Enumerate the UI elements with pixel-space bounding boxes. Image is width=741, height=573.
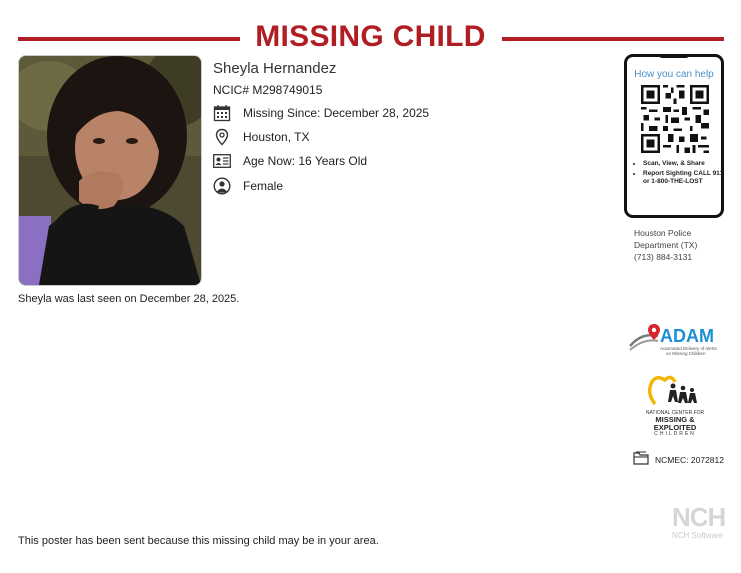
missing-since-row xyxy=(213,103,429,123)
location-row xyxy=(213,127,309,147)
nch-watermark xyxy=(672,503,732,543)
folder-icon xyxy=(633,451,649,470)
agency-name-line1: Houston Police xyxy=(634,228,692,238)
child-photo xyxy=(18,55,202,286)
agency-contact xyxy=(634,227,697,263)
adam-tagline-1: Automated Delivery of Alerts xyxy=(660,346,717,351)
calendar-icon xyxy=(213,104,231,122)
missing-since-text: Missing Since: December 28, 2025 xyxy=(243,106,430,120)
ncmec-line1: NATIONAL CENTER FOR xyxy=(645,410,705,416)
help-item-scan: • Scan, View, & Share xyxy=(643,160,731,169)
person-icon xyxy=(213,177,231,195)
adam-logo xyxy=(628,322,720,362)
ncmec-line3: EXPLOITED xyxy=(653,422,697,432)
phone-notch xyxy=(659,54,689,58)
nch-logo: NCH xyxy=(672,502,726,532)
location-text: Houston, TX xyxy=(243,130,310,144)
ncmec-line4: CHILDREN xyxy=(654,431,696,437)
age-text: Age Now: 16 Years Old xyxy=(243,154,368,168)
nch-watermark-text: NCH Software xyxy=(672,531,724,540)
sex-text: Female xyxy=(243,179,284,193)
id-card-icon xyxy=(213,152,231,170)
last-seen-description: Sheyla was last seen on December 28, 2025. xyxy=(18,293,240,305)
ncmec-logo-text xyxy=(645,410,705,437)
help-item-report: • Report Sighting CALL 911 or 1-800-THE-LOST xyxy=(643,170,731,187)
adam-logo-text: ADAM xyxy=(660,326,714,346)
ncmec-id: NCMEC: 2072812 xyxy=(655,455,724,465)
adam-tagline-2: on Missing Children xyxy=(666,351,706,356)
child-name: Sheyla Hernandez xyxy=(213,60,337,77)
age-row xyxy=(213,151,367,171)
ncic-number: NCIC# M298749015 xyxy=(213,83,323,97)
agency-phone[interactable]: (713) 884-3131 xyxy=(634,252,693,262)
help-heading: How you can help xyxy=(634,69,714,80)
ncmec-line2: MISSING & xyxy=(655,415,695,424)
footer-notice: This poster has been sent because this missing child may be in your area. xyxy=(18,535,379,547)
ncmec-id-row xyxy=(633,451,724,469)
sex-row xyxy=(213,176,283,196)
poster-title: MISSING CHILD xyxy=(255,20,486,53)
location-pin-icon xyxy=(213,128,231,146)
qr-code[interactable] xyxy=(641,85,709,153)
help-list xyxy=(631,160,731,188)
help-phone-panel xyxy=(624,54,724,218)
agency-name-line2: Department (TX) xyxy=(634,240,698,250)
